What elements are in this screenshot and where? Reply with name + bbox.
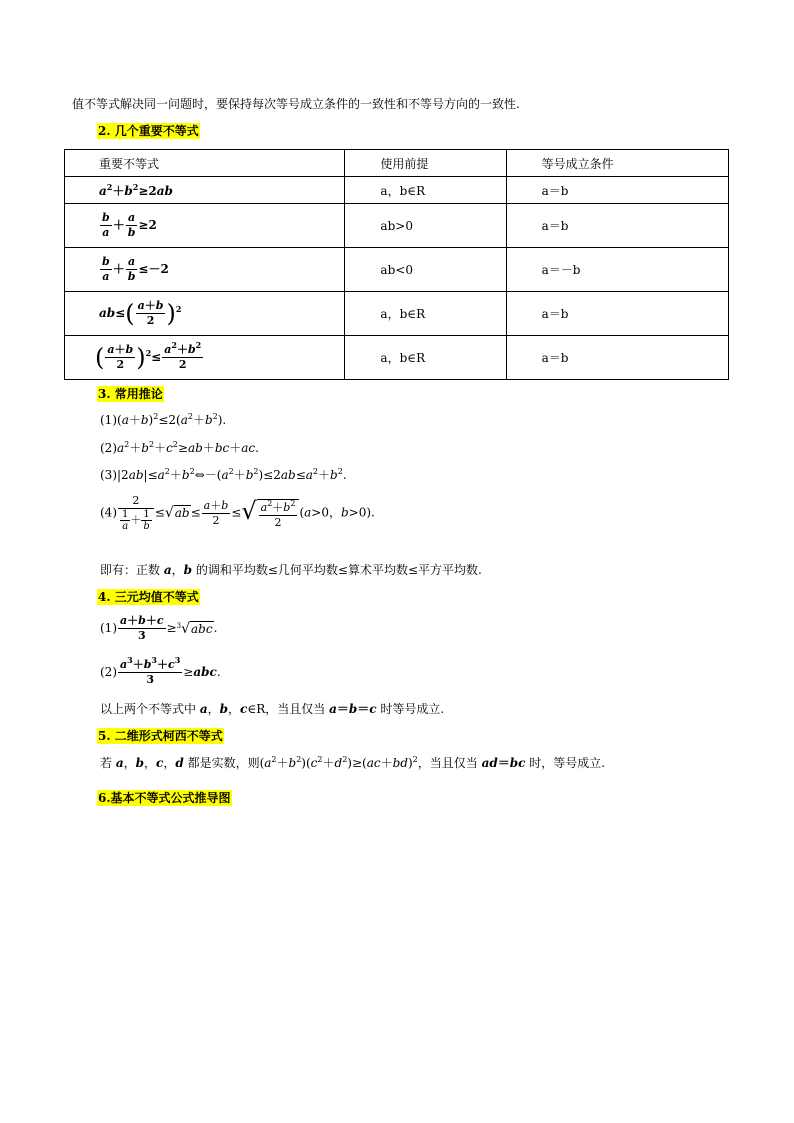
condition-cell: a＝b [506,204,728,248]
table-row [65,204,729,248]
table-row [65,292,729,336]
premise-cell: ab<0 [345,248,506,292]
three-mean-1: (1) $\frac{a+b+c}{3}$ ≥$^3$√abc. [100,614,218,642]
important-inequalities-table [64,149,729,380]
premise-cell: a，b∈R [345,336,506,380]
table-row [65,248,729,292]
condition-cell: a＝b [506,292,728,336]
table-row [65,177,729,204]
corollary-4: (4) 2 $\frac{1}{a}$ ＋ $\frac{1}{b}$ ≤√ab≤ $\frac{a+b}{2}$ ≤√ $\frac{a^2+b^2}{2}$ (a>0，b>0). [100,494,375,532]
condition-cell: a＝b [506,177,728,204]
corollary-1: $(1)(a+b)^2\le 2(a^2+b^2)$. [100,412,227,427]
header-premise: 使用前提 [345,150,506,177]
inequality-cell: $\frac{b}{a}$ ＋ $\frac{a}{b}$ ≤－2 [65,248,345,292]
three-mean-summary: 以上两个不等式中 a，b，c∈R，当且仅当 a＝b＝c 时等号成立. [100,702,445,716]
premise-cell: a，b∈R [345,177,506,204]
inequality-cell: $a^2+b^2\ge 2ab$ [65,177,345,204]
inequality-cell: ( $\frac{a+b}{2}$ )$^2$≤ $\frac{a^2+b^2}{2}$ [65,336,345,380]
section-3-heading: 3. 常用推论 [98,387,163,401]
table-row [65,336,729,380]
inequality-cell: ab≤( $\frac{a+b}{2}$ )$^2$ [65,292,345,336]
section-2-heading: 2. 几个重要不等式 [98,124,199,138]
premise-cell: a，b∈R [345,292,506,336]
section-4-heading: 4. 三元均值不等式 [98,590,199,604]
three-mean-2: (2) $\frac{a^3+b^3+c^3}{3}$ ≥abc. [100,655,221,686]
premise-cell: ab>0 [345,204,506,248]
inequality-cell: $\frac{b}{a}$ ＋ $\frac{a}{b}$ ≥2 [65,204,345,248]
condition-cell: a＝－b [506,248,728,292]
corollary-summary: 即有：正数 a，b 的调和平均数≤几何平均数≤算术平均数≤平方平均数. [100,563,482,577]
condition-cell: a＝b [506,336,728,380]
section-6-heading: 6.基本不等式公式推导图 [98,791,231,805]
intro-paragraph: 值不等式解决同一问题时，要保持每次等号成立条件的一致性和不等号方向的一致性. [72,97,520,111]
corollary-2: $(2)a^2+b^2+c^2\ge ab+bc+ac$. [100,440,259,455]
header-inequality: 重要不等式 [65,150,345,177]
section-5-heading: 5. 二维形式柯西不等式 [98,729,223,743]
corollary-3: $(3)|2ab|\le a^2+b^2\Leftrightarrow-(a^2+b^2)\le 2ab\le a^2+b^2$. [100,467,347,482]
table-header-row [65,150,729,177]
cauchy-text: 若 a，b，c，d 都是实数，则$(a^2+b^2)(c^2+d^2)\ge(ac+bd)^2$，当且仅当 ad＝bc 时，等号成立. [100,755,606,770]
header-condition: 等号成立条件 [506,150,728,177]
